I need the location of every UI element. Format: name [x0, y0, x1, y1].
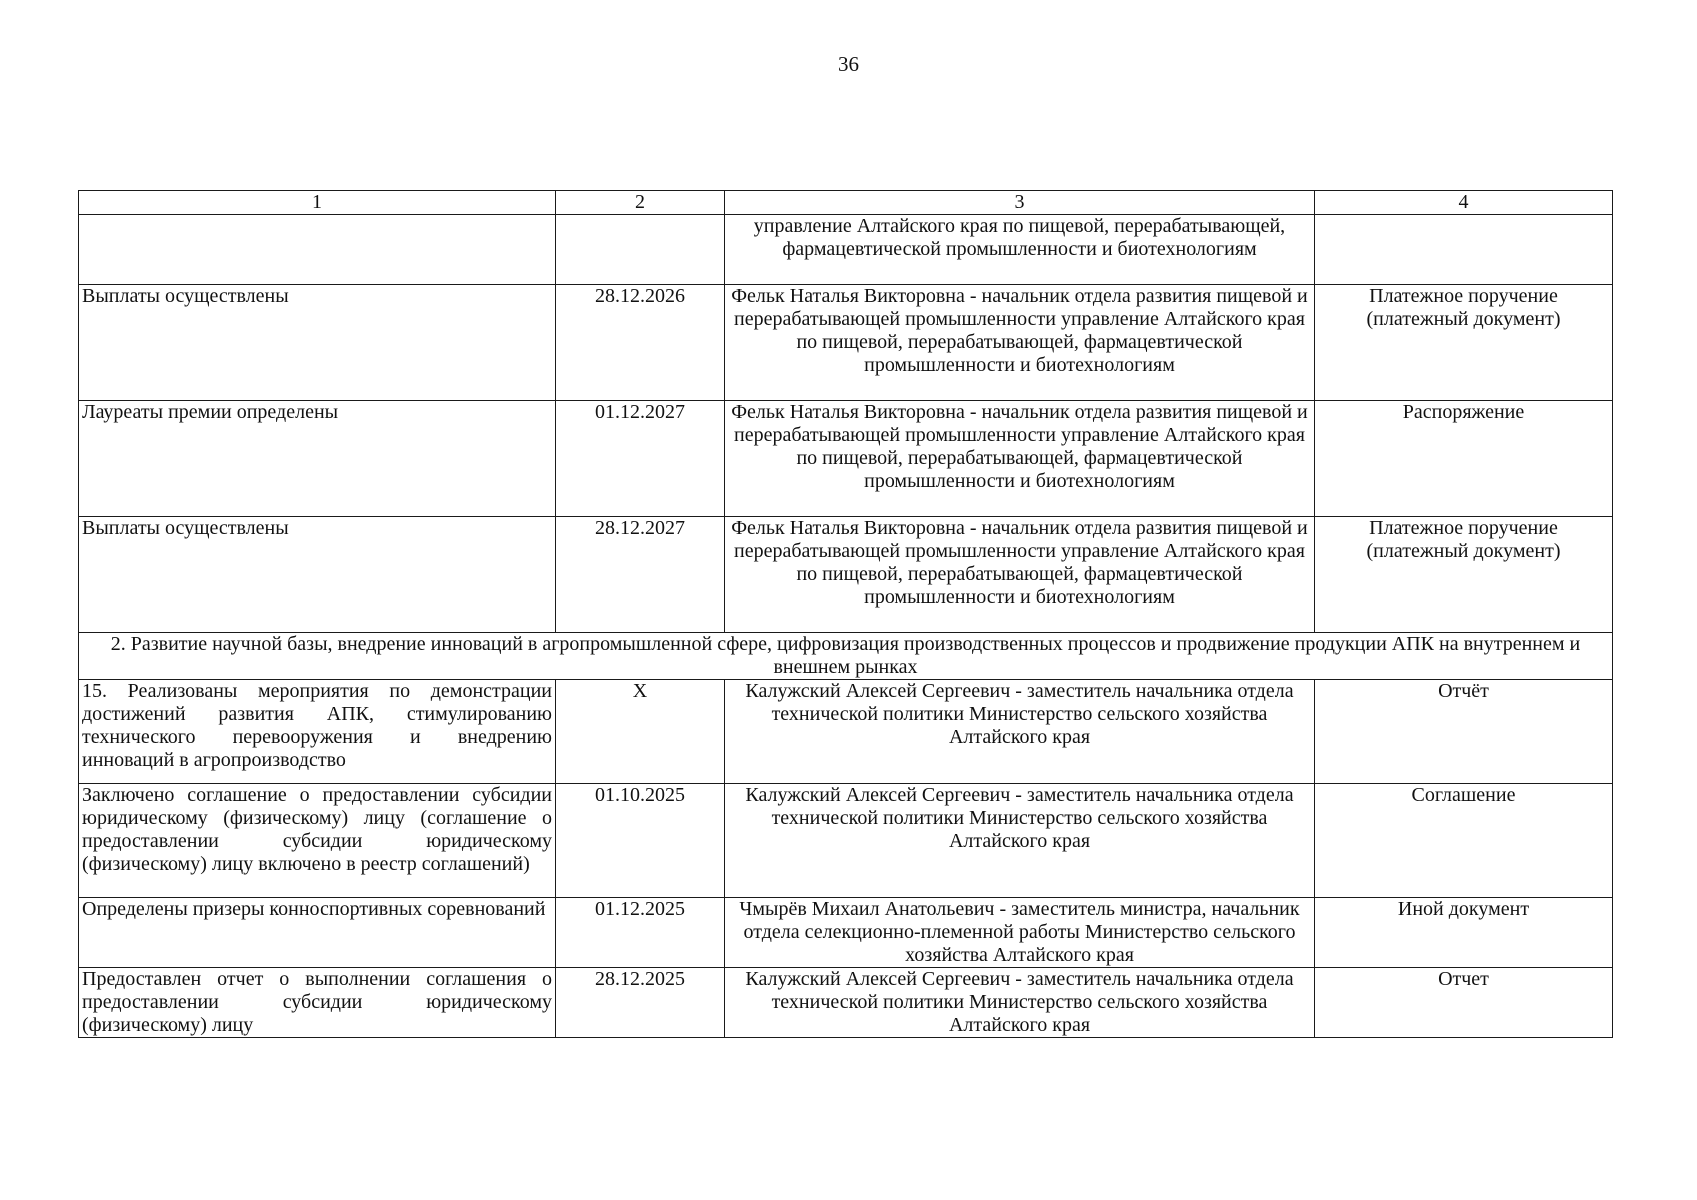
- date-cell: 28.12.2027: [556, 517, 725, 633]
- document-cell: [1315, 215, 1613, 285]
- event-cell: Определены призеры конноспортивных соревнований: [79, 898, 556, 968]
- date-cell: 01.10.2025: [556, 784, 725, 898]
- responsible-cell: Фельк Наталья Викторовна - начальник отдела развития пищевой и перерабатывающей промышленности управление Алтайского края по пищевой, перерабатывающей, фармацевтической промышленности и биотехнологиям: [725, 517, 1315, 633]
- date-cell: 01.12.2027: [556, 401, 725, 517]
- table-row: [79, 285, 1613, 401]
- event-cell: Заключено соглашение о предоставлении субсидии юридическому (физическому) лицу (соглашение о предоставлении субсидии юридическому (физическому) лицу включено в реестр соглашений): [79, 784, 556, 898]
- event-cell: Выплаты осуществлены: [79, 517, 556, 633]
- document-cell: Отчёт: [1315, 680, 1613, 784]
- responsible-cell: Калужский Алексей Сергеевич - заместитель начальника отдела технической политики Министерство сельского хозяйства Алтайского края: [725, 968, 1315, 1038]
- table-row: [79, 898, 1613, 968]
- responsible-cell: Чмырёв Михаил Анатольевич - заместитель министра, начальник отдела селекционно-племенной работы Министерство сельского хозяйства Алтайского края: [725, 898, 1315, 968]
- column-header: 2: [556, 191, 725, 215]
- document-cell: Отчет: [1315, 968, 1613, 1038]
- page-number: 36: [838, 52, 859, 76]
- date-cell: 28.12.2025: [556, 968, 725, 1038]
- document-cell: Платежное поручение (платежный документ): [1315, 285, 1613, 401]
- responsible-cell: Фельк Наталья Викторовна - начальник отдела развития пищевой и перерабатывающей промышленности управление Алтайского края по пищевой, перерабатывающей, фармацевтической промышленности и биотехнологиям: [725, 285, 1315, 401]
- table-header-row: [79, 191, 1613, 215]
- document-cell: Распоряжение: [1315, 401, 1613, 517]
- events-table: [78, 190, 1613, 1038]
- event-cell: Предоставлен отчет о выполнении соглашения о предоставлении субсидии юридическому (физическому) лицу: [79, 968, 556, 1038]
- document-cell: Иной документ: [1315, 898, 1613, 968]
- event-cell: Лауреаты премии определены: [79, 401, 556, 517]
- responsible-cell: Фельк Наталья Викторовна - начальник отдела развития пищевой и перерабатывающей промышленности управление Алтайского края по пищевой, перерабатывающей, фармацевтической промышленности и биотехнологиям: [725, 401, 1315, 517]
- column-header: 3: [725, 191, 1315, 215]
- column-header: 4: [1315, 191, 1613, 215]
- section-title: 2. Развитие научной базы, внедрение инноваций в агропромышленной сфере, цифровизация производственных процессов и продвижение продукции АПК на внутреннем и внешнем рынках: [79, 633, 1613, 680]
- event-cell: [79, 215, 556, 285]
- responsible-cell: Калужский Алексей Сергеевич - заместитель начальника отдела технической политики Министерство сельского хозяйства Алтайского края: [725, 784, 1315, 898]
- responsible-cell: Калужский Алексей Сергеевич - заместитель начальника отдела технической политики Министерство сельского хозяйства Алтайского края: [725, 680, 1315, 784]
- event-cell: 15. Реализованы мероприятия по демонстрации достижений развития АПК, стимулированию технического перевооружения и внедрению инноваций в агропроизводство: [79, 680, 556, 784]
- table-row: [79, 215, 1613, 285]
- table-row: [79, 401, 1613, 517]
- section-row: [79, 633, 1613, 680]
- date-cell: X: [556, 680, 725, 784]
- table-row: [79, 517, 1613, 633]
- responsible-cell: управление Алтайского края по пищевой, перерабатывающей, фармацевтической промышленности и биотехнологиям: [725, 215, 1315, 285]
- event-cell: Выплаты осуществлены: [79, 285, 556, 401]
- date-cell: [556, 215, 725, 285]
- column-header: 1: [79, 191, 556, 215]
- date-cell: 28.12.2026: [556, 285, 725, 401]
- table-row: [79, 680, 1613, 784]
- document-cell: Соглашение: [1315, 784, 1613, 898]
- table-row: [79, 968, 1613, 1038]
- table-row: [79, 784, 1613, 898]
- date-cell: 01.12.2025: [556, 898, 725, 968]
- document-cell: Платежное поручение (платежный документ): [1315, 517, 1613, 633]
